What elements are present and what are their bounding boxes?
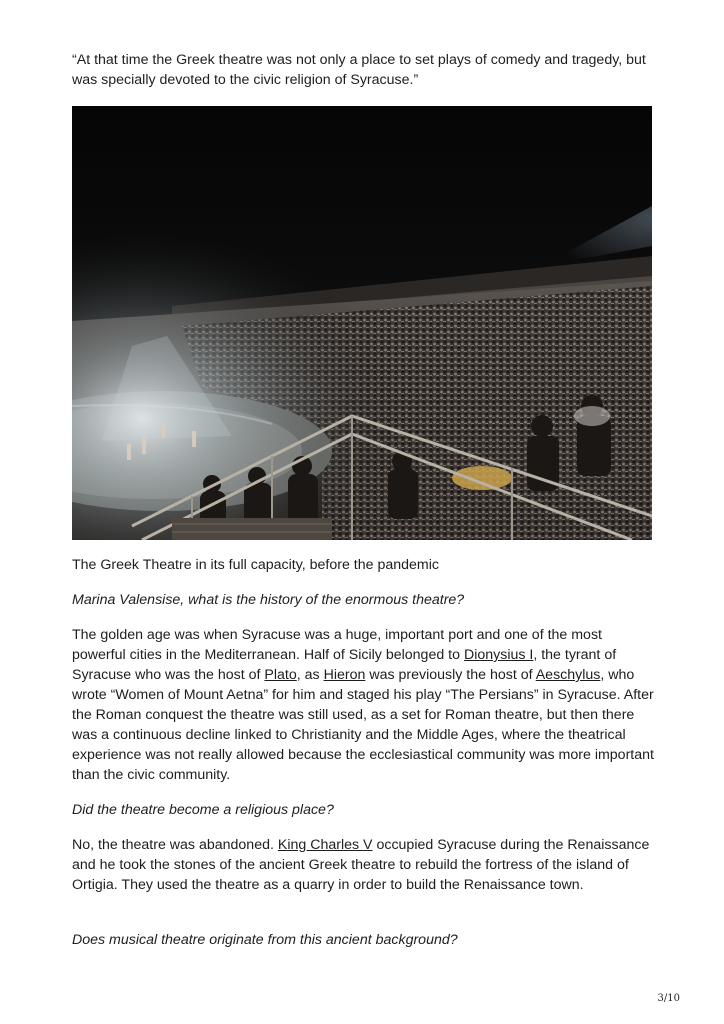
page-number: 3/10 [657, 993, 680, 1004]
answer-text: was previously the host of [365, 667, 536, 683]
answer-text: No, the theatre was abandoned. [72, 837, 278, 853]
answer-text: , who wrote “Women of Mount Aetna [72, 667, 635, 703]
interview-question-1: Marina Valensise, what is the history of the enormous theatre? [72, 592, 465, 608]
answer-text: ” for him and staged his play “The Persians” in Syracuse. After the Roman conquest the theatre was still used, as a set for Roman theatre, but then there was a continuous decline linked to Christianity and the Middle Ages, where the theatrical experience was not really allowed because the ecclesiastical community was more important than the civic community. [72, 687, 654, 783]
answer-text: occupied Syracuse during the Renaissance and he took the stones of the ancient Greek theatre to rebuild the fortress of the island of Ortigia. They used the theatre as a quarry in order to build the Renaissance town. [72, 837, 650, 893]
answer-text: , the tyrant of Syracuse who was the host of [72, 647, 617, 683]
theatre-photo [72, 106, 652, 540]
interview-question-2: Did the theatre become a religious place? [72, 802, 334, 818]
link-king-charles[interactable]: King Charles V [277, 837, 373, 853]
answer-text: The golden age was when Syracuse was a huge, important port and one of the most powerful cities in the Mediterranean. Half of Sicily belonged to [72, 627, 602, 663]
link-aeschylus[interactable]: Aeschylus [535, 667, 601, 683]
answer-text: , as [296, 667, 324, 683]
link-plato[interactable]: Plato [264, 667, 297, 683]
link-dionysius[interactable]: Dionysius I [463, 647, 534, 663]
pull-quote: “At that time the Greek theatre was not only a place to set plays of comedy and tragedy, but was specially devoted to the civic religion of Syracuse.” [72, 52, 646, 88]
interview-question-3: Does musical theatre originate from this ancient background? [72, 932, 458, 948]
link-hieron[interactable]: Hieron [323, 667, 366, 683]
photo-caption: The Greek Theatre in its full capacity, before the pandemic [72, 557, 439, 573]
interview-answer-1 [72, 625, 654, 785]
interview-answer-2 [72, 835, 654, 895]
